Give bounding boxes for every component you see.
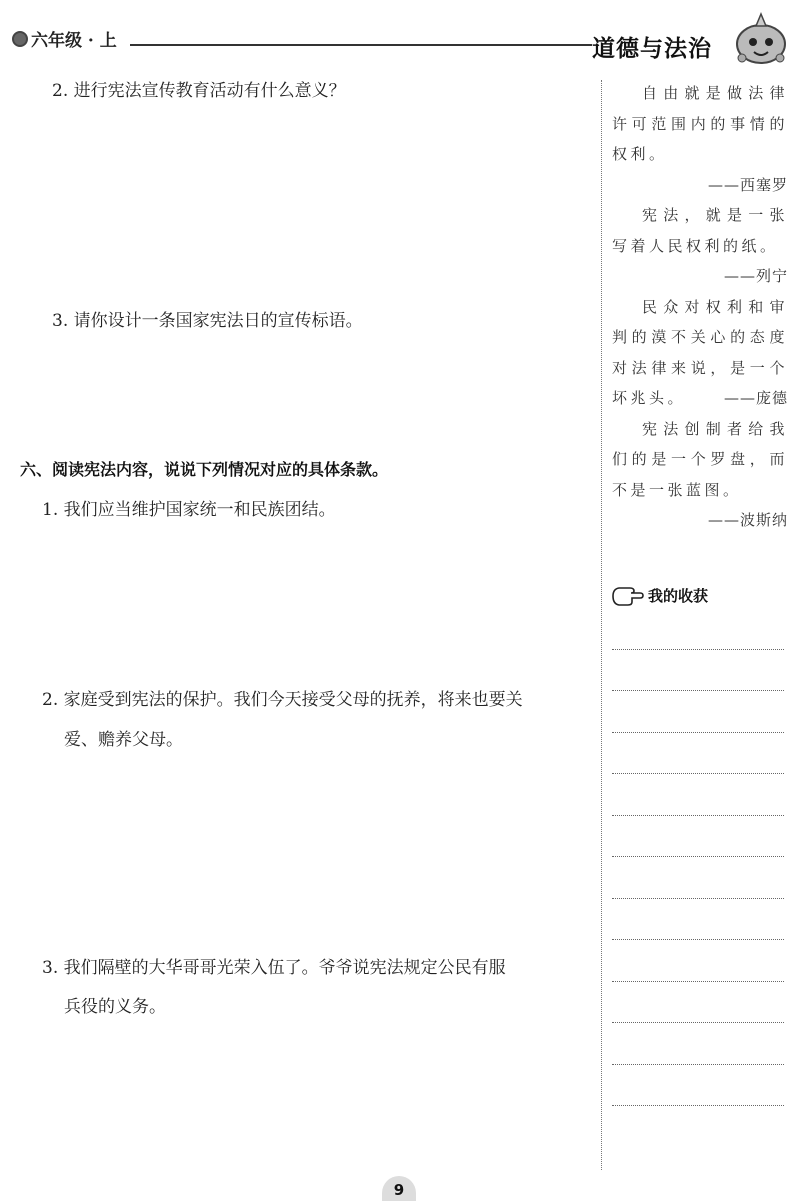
my-gains-label: 我的收获 <box>648 586 709 605</box>
gain-line <box>612 1064 784 1065</box>
quote-3-body: 民众对权利和审判的漠不关心的态度对法律来说，是一个坏兆头。 <box>612 297 788 407</box>
gain-line <box>612 1022 784 1023</box>
gain-line <box>612 732 784 733</box>
quote-4-text: 宪法创制者给我们的是一个罗盘，而不是一张蓝图。 <box>612 419 788 499</box>
gain-line <box>612 690 784 691</box>
s6-item-2-line1: 2. 家庭受到宪法的保护。我们今天接受父母的抚养，将来也要关 <box>42 690 523 710</box>
gain-line <box>612 773 784 774</box>
s6-item-3-line2: 兵役的义务。 <box>64 997 166 1017</box>
s6-item-2-line2: 爱、赡养父母。 <box>64 730 183 750</box>
header-rule <box>130 44 592 46</box>
quote-4-author: ——波斯纳 <box>707 511 788 529</box>
gain-line <box>612 981 784 982</box>
s6-item-1: 1. 我们应当维护国家统一和民族团结。 <box>42 500 336 520</box>
gain-line <box>612 939 784 940</box>
subject-title: 道德与法治 <box>592 35 712 62</box>
my-gains-heading <box>610 582 708 608</box>
gain-line <box>612 898 784 899</box>
grade-label: 六年级 · 上 <box>31 31 117 51</box>
question-3: 3. 请你设计一条国家宪法日的宣传标语。 <box>52 311 363 331</box>
quote-1-text: 自由就是做法律许可范围内的事情的权利。 <box>612 84 788 163</box>
quote-3-author: ——庞德 <box>723 389 788 407</box>
question-2: 2. 进行宪法宣传教育活动有什么意义？ <box>52 81 346 101</box>
sidebar-quotes <box>612 78 788 536</box>
page-number: 9 <box>382 1176 416 1201</box>
gain-line <box>612 649 784 650</box>
gain-line <box>612 1105 784 1106</box>
quote-2-text: 宪法，就是一张写着人民权利的纸。 <box>612 206 788 255</box>
gain-line <box>612 815 784 816</box>
grade-icon <box>12 31 28 47</box>
page-header <box>0 0 800 70</box>
section-6-title: 六、阅读宪法内容，说说下列情况对应的具体条款。 <box>20 460 389 479</box>
gain-line <box>612 856 784 857</box>
quote-1-author: ——西塞罗 <box>707 175 788 194</box>
column-divider <box>601 80 602 1170</box>
pointing-hand-icon <box>610 582 644 608</box>
quote-3-text <box>612 292 788 414</box>
s6-item-3-line1: 3. 我们隔壁的大华哥哥光荣入伍了。爷爷说宪法规定公民有服 <box>42 958 506 978</box>
grade-tag <box>12 26 117 51</box>
quote-2-author: ——列宁 <box>723 267 788 285</box>
mascot-icon <box>730 12 792 66</box>
